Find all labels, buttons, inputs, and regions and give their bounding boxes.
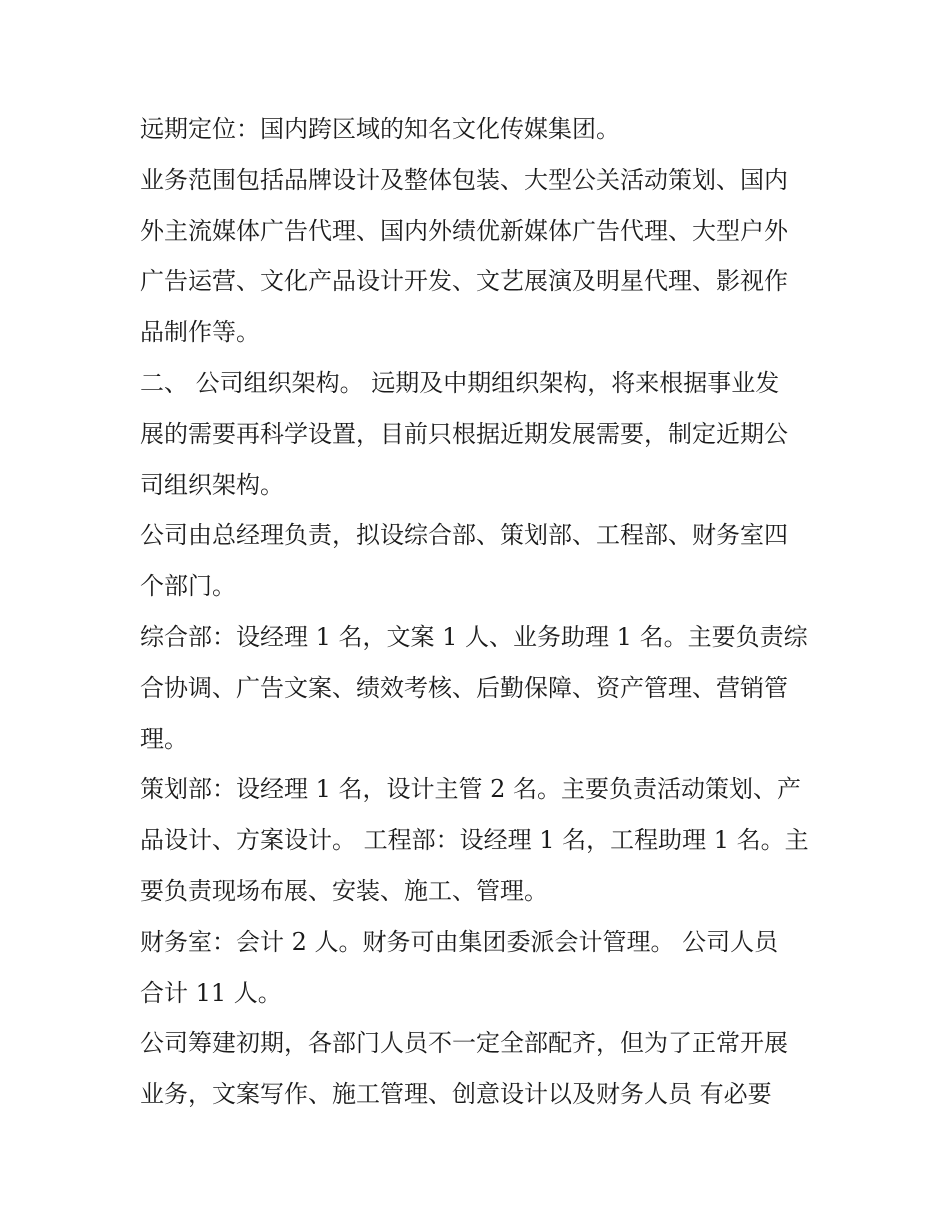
text-line: 外主流媒体广告代理、国内外绩优新媒体广告代理、大型户外 [140, 216, 788, 245]
text-line: 策划部：设经理 1 名，设计主管 2 名。主要负责活动策划、产 [140, 775, 802, 804]
text-line: 理。 [140, 724, 188, 753]
text-line: 品设计、方案设计。 工程部：设经理 1 名，工程助理 1 名。主 [140, 826, 809, 855]
text-line: 公司筹建初期，各部门人员不一定全部配齐，但为了正常开展 [140, 1029, 788, 1058]
text-line: 展的需要再科学设置，目前只根据近期发展需要，制定近期公 [140, 419, 788, 448]
text-line: 业务，文案写作、施工管理、创意设计以及财务人员 有必要 [140, 1080, 772, 1109]
text-line: 公司由总经理负责，拟设综合部、策划部、工程部、财务室四 [140, 521, 788, 550]
text-line: 业务范围包括品牌设计及整体包装、大型公关活动策划、国内 [140, 165, 788, 194]
text-line: 合协调、广告文案、绩效考核、后勤保障、资产管理、营销管 [140, 673, 788, 702]
text-line: 个部门。 [140, 572, 236, 601]
text-line: 远期定位：国内跨区域的知名文化传媒集团。 [140, 115, 620, 143]
text-line: 品制作等。 [140, 318, 260, 347]
text-line: 司组织架构。 [140, 470, 284, 499]
text-line: 财务室：会计 2 人。财务可由集团委派会计管理。 公司人员 [140, 927, 779, 956]
section-heading-line: 二、 公司组织架构。 远期及中期组织架构，将来根据事业发 [140, 368, 780, 397]
text-line: 综合部：设经理 1 名，文案 1 人、业务助理 1 名。主要负责综 [140, 622, 808, 651]
document-body [140, 104, 820, 1120]
text-line: 合计 11 人。 [140, 978, 282, 1007]
text-line: 要负责现场布展、安装、施工、管理。 [140, 876, 548, 905]
text-line: 广告运营、文化产品设计开发、文艺展演及明星代理、影视作 [140, 267, 788, 296]
